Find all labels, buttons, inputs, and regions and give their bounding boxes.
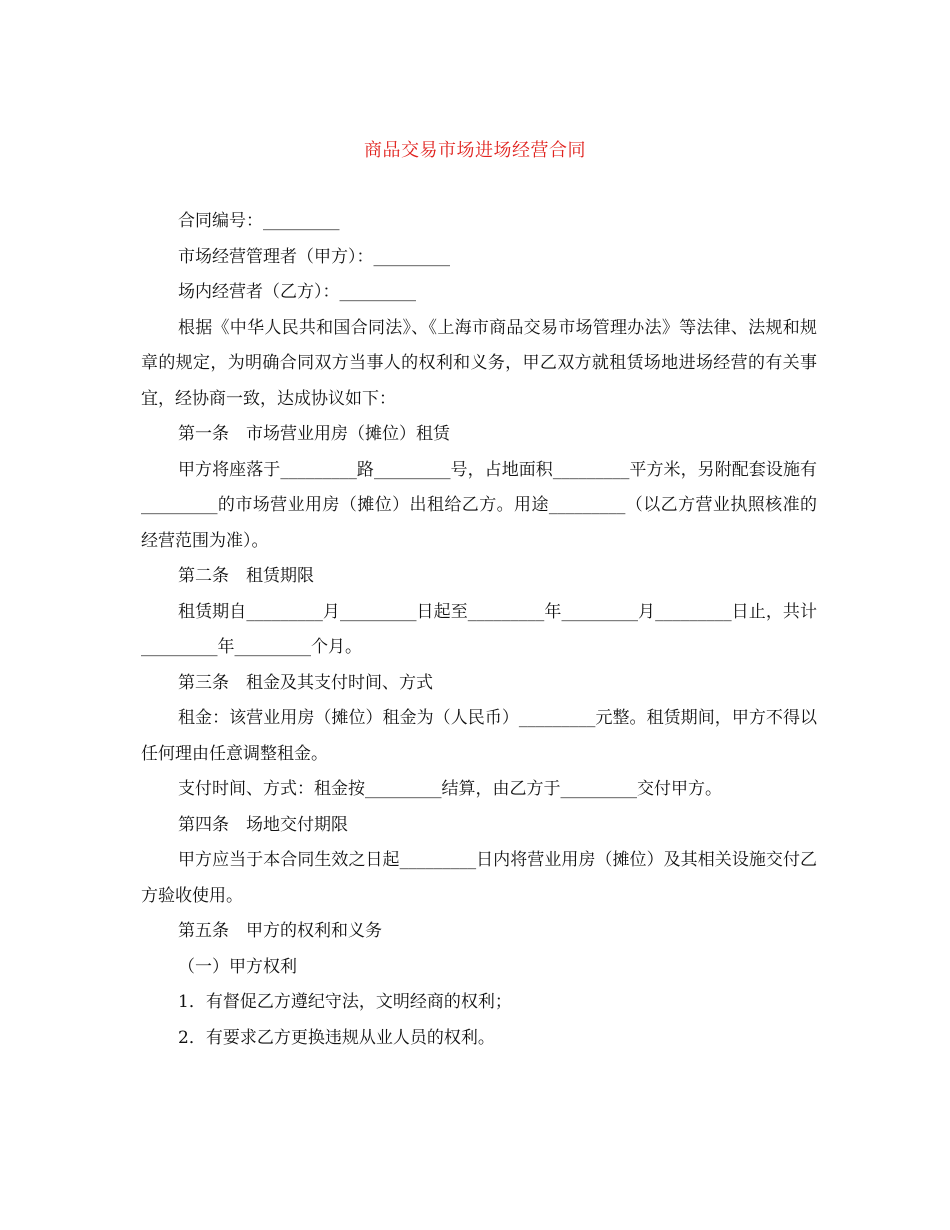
preamble-paragraph: 根据《中华人民共和国合同法》、《上海市商品交易市场管理办法》等法律、法规和规章的规定，为明确合同双方当事人的权利和义务，甲乙双方就租赁场地进场经营的有关事宜，经协商一致，达成协议如下：	[141, 317, 817, 409]
contract-number-line: 合同编号：_________	[178, 211, 340, 231]
party-a-right-item-1: 1．有督促乙方遵纪守法，文明经商的权利；	[178, 992, 512, 1012]
document-title: 商品交易市场进场经营合同	[364, 140, 586, 161]
article-1-body: 甲方将座落于_________路_________号，占地面积_________平方米，另附配套设施有_________的市场营业用房（摊位）出租给乙方。用途_________（以乙方营业执照核准的经营范围为准）。	[141, 459, 817, 551]
article-3-heading: 第三条 租金及其支付时间、方式	[178, 672, 433, 693]
article-2-heading: 第二条 租赁期限	[178, 566, 314, 586]
article-5-heading: 第五条 甲方的权利和义务	[178, 921, 382, 941]
party-a-line: 市场经营管理者（甲方）：_________	[178, 246, 450, 267]
article-3-payment-paragraph: 支付时间、方式：租金按_________结算，由乙方于_________交付甲方。	[178, 779, 722, 799]
party-a-rights-heading: （一）甲方权利	[178, 956, 297, 977]
article-4-body: 甲方应当于本合同生效之日起_________日内将营业用房（摊位）及其相关设施交付乙方验收使用。	[141, 850, 817, 906]
article-1-heading: 第一条 市场营业用房（摊位）租赁	[178, 424, 450, 444]
party-b-line: 场内经营者（乙方）：_________	[178, 282, 416, 302]
document-body	[141, 204, 817, 1056]
article-3-rent-paragraph: 租金：该营业用房（摊位）租金为（人民币）_________元整。租赁期间，甲方不得以任何理由任意调整租金。	[141, 708, 817, 764]
party-a-right-item-2: 2．有要求乙方更换违规从业人员的权利。	[178, 1027, 495, 1048]
article-2-body: 租赁期自_________月_________日起至_________年_________月_________日止，共计_________年_________个月。	[141, 601, 817, 657]
article-4-heading: 第四条 场地交付期限	[178, 814, 348, 835]
